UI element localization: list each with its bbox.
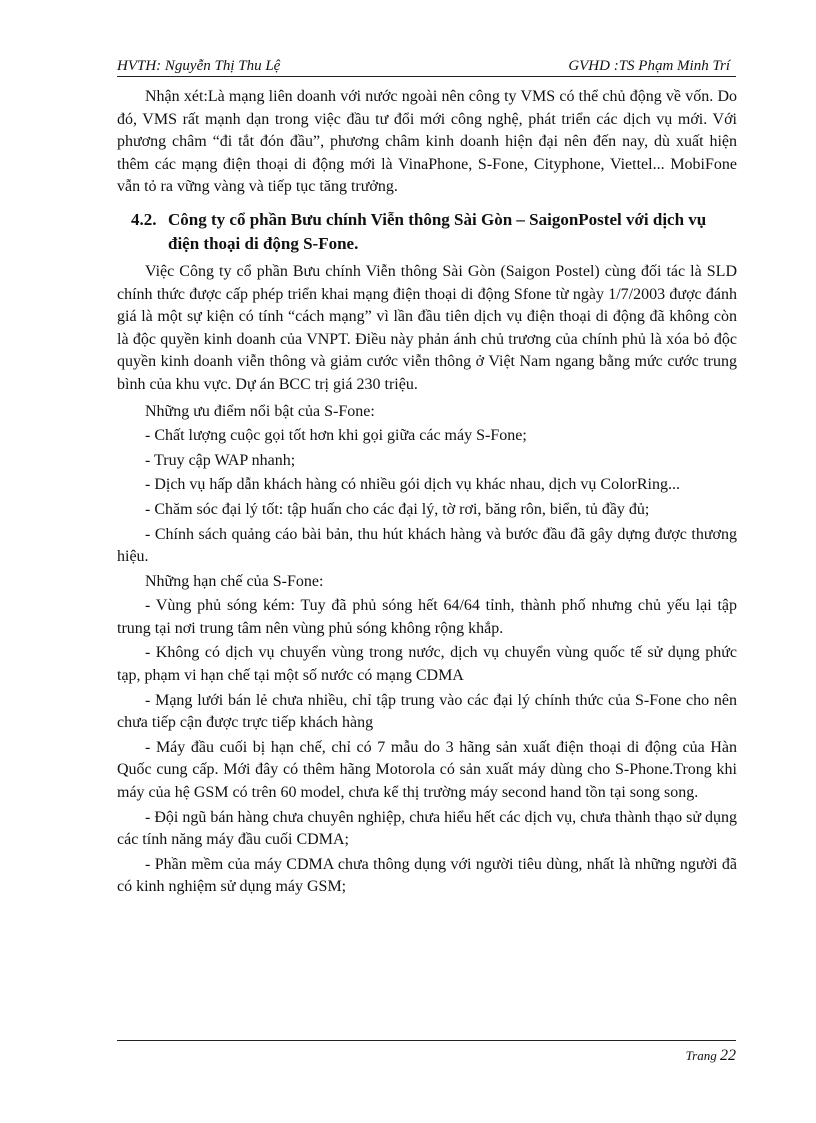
section-number: 4.2. <box>131 209 157 229</box>
list-item: - Phần mềm của máy CDMA chưa thông dụng với người tiêu dùng, nhất là những người đã có kinh nghiệm sử dụng máy GSM; <box>117 855 737 896</box>
page-label: Trang <box>685 1048 717 1063</box>
student-name: HVTH: Nguyễn Thị Thu Lệ <box>117 58 281 74</box>
list-item: - Vùng phủ sóng kém: Tuy đã phủ sóng hết 64/64 tỉnh, thành phố nhưng chủ yếu lại tập trung tại nơi trung tâm nên vùng phủ sóng không rộng khắp. <box>117 597 737 637</box>
supervisor-name: GVHD :TS Phạm Minh Trí <box>568 58 730 74</box>
list-item: - Máy đầu cuối bị hạn chế, chỉ có 7 mẫu do 3 hãng sản xuất điện thoại di động của Hàn Quốc cung cấp. Mới đây có thêm hãng Motorola có sản xuất máy dùng cho S-Phone.Trong khi máy của hệ GSM có trên 60 model, chưa kể thị trường máy second hand tồn tại song song. <box>117 738 737 802</box>
list-item: - Chất lượng cuộc gọi tốt hơn khi gọi giữa các máy S-Fone; <box>145 427 527 445</box>
page-footer <box>686 1047 736 1065</box>
section-heading <box>131 208 737 256</box>
list-item: - Đội ngũ bán hàng chưa chuyên nghiệp, chưa hiểu hết các dịch vụ, chưa thành thạo sử dụng các tính năng máy đầu cuối CDMA; <box>117 808 737 849</box>
list-item: - Mạng lưới bán lẻ chưa nhiều, chỉ tập trung vào các đại lý chính thức của S-Fone cho nên chưa tiếp cận được trực tiếp khách hàng <box>117 691 737 732</box>
section-title: Công ty cổ phần Bưu chính Viễn thông Sài Gòn – SaigonPostel với dịch vụ điện thoại di động S-Fone. <box>168 209 707 253</box>
page-number: 22 <box>720 1047 736 1064</box>
list-item: - Chính sách quảng cáo bài bản, thu hút khách hàng và bước đầu đã gây dựng được thương hiệu. <box>117 525 737 566</box>
list-item: - Truy cập WAP nhanh; <box>145 451 296 469</box>
paragraph: Những hạn chế của S-Fone: <box>145 572 324 590</box>
paragraph: Nhận xét:Là mạng liên doanh với nước ngoài nên công ty VMS có thể chủ động về vốn. Do đó, VMS rất mạnh dạn trong việc đầu tư đổi mới công nghệ, phát triển các dịch vụ mới. Với phương châm “đi tắt đón đầu”, phương châm kinh doanh hiện đại nên đến nay, dù xuất hiện thêm các mạng điện thoại di động mới là VinaPhone, S-Fone, Cityphone, Viettel... MobiFone vẫn tỏ ra vững vàng và tiếp tục tăng trưởng. <box>117 88 737 196</box>
list-item: - Dịch vụ hấp dẫn khách hàng có nhiều gói dịch vụ khác nhau, dịch vụ ColorRing... <box>145 476 680 494</box>
footer-divider <box>117 1040 736 1041</box>
page-header <box>117 52 736 77</box>
page-content <box>117 86 737 901</box>
paragraph: Việc Công ty cổ phần Bưu chính Viễn thông Sài Gòn (Saigon Postel) cùng đối tác là SLD chính thức được cấp phép triển khai mạng điện thoại di động Sfone từ ngày 1/7/2003 được đánh giá là một sự kiện có tính “cách mạng” vì lần đầu tiên dịch vụ điện thoại di động đã không còn là độc quyền kinh doanh của VNPT. Điều này phản ánh chủ trương của chính phủ là xóa bỏ độc quyền kinh doanh viễn thông và giảm cước viễn thông ở Việt Nam ngang bằng mức cước trung bình của khu vực. Dự án BCC trị giá 230 triệu. <box>117 262 737 393</box>
list-item: - Không có dịch vụ chuyển vùng trong nước, dịch vụ chuyển vùng quốc tế sử dụng phức tạp, phạm vi hạn chế tại một số nước có mạng CDMA <box>117 644 737 685</box>
list-item: - Chăm sóc đại lý tốt: tập huấn cho các đại lý, tờ rơi, băng rôn, biển, tủ đầy đủ; <box>145 500 650 518</box>
paragraph: Những ưu điểm nổi bật của S-Fone: <box>145 402 375 420</box>
